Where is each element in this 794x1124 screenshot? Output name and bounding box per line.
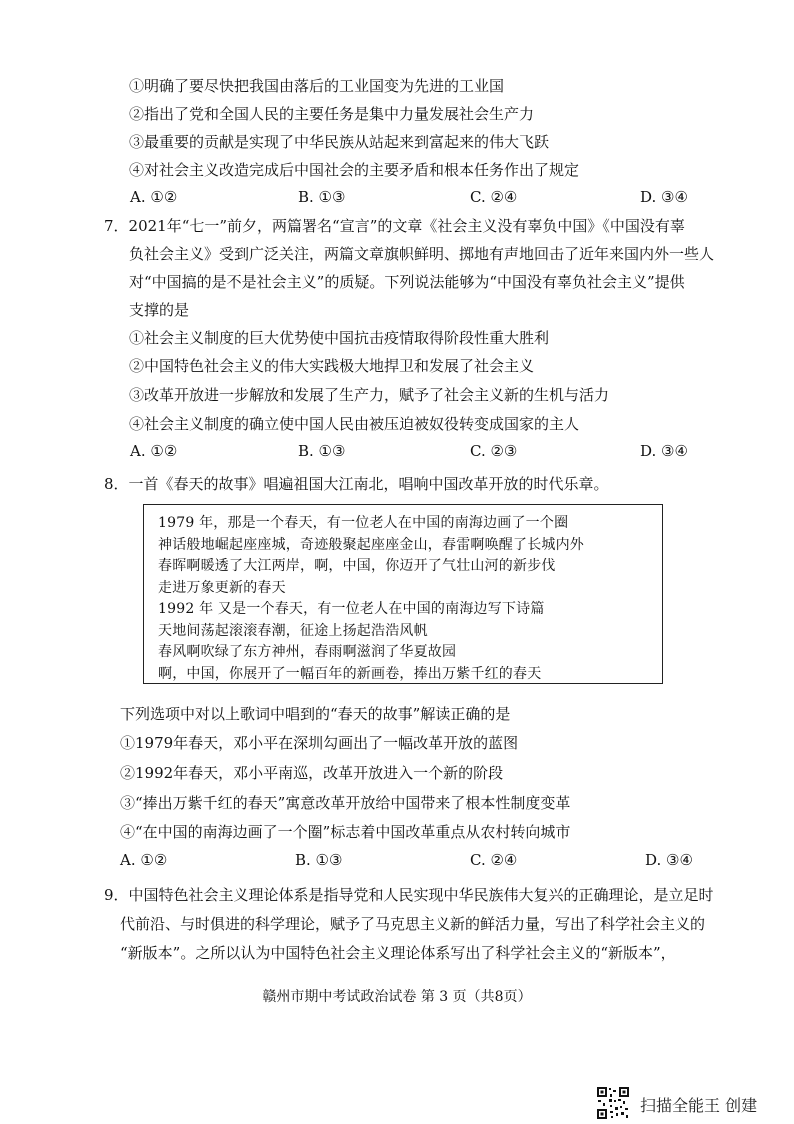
q7-options	[130, 442, 720, 464]
lyric-line-1: 1979 年，那是一个春天，有一位老人在中国的南海边画了一个圈	[158, 515, 569, 531]
q8-option-a[interactable]: A. ①②	[120, 851, 168, 869]
q6-options	[130, 188, 720, 210]
q8-options	[120, 851, 710, 873]
q9-stem-line-2: 代前沿、与时俱进的科学理论，赋予了马克思主义新的鲜活力量，写出了科学社会主义的	[120, 915, 706, 933]
q7-statement-2: ②中国特色社会主义的伟大实践极大地捍卫和发展了社会主义	[129, 357, 535, 375]
q8-stem: 8．一首《春天的故事》唱遍祖国大江南北，唱响中国改革开放的时代乐章。	[104, 475, 609, 493]
qr-code-icon	[596, 1086, 630, 1120]
q6-option-c[interactable]: C. ②④	[470, 188, 518, 206]
lyric-line-4: 走进万象更新的春天	[158, 579, 286, 596]
q6-statement-2: ②指出了党和全国人民的主要任务是集中力量发展社会生产力	[129, 105, 535, 123]
q9-stem-line-3: “新版本”。之所以认为中国特色社会主义理论体系写出了科学社会主义的“新版本”，	[120, 944, 676, 962]
q7-option-b[interactable]: B. ①③	[298, 442, 346, 460]
lyrics-box	[143, 504, 663, 684]
q7-stem-line-4: 支撑的是	[129, 301, 190, 319]
q6-statement-4: ④对社会主义改造完成后中国社会的主要矛盾和根本任务作出了规定	[129, 161, 580, 179]
q6-option-b[interactable]: B. ①③	[298, 188, 346, 206]
lyric-line-2: 神话般地崛起座座城，奇迹般聚起座座金山，春雷啊唤醒了长城内外	[158, 536, 584, 553]
lyric-line-7: 春风啊吹绿了东方神州，春雨啊滋润了华夏故园	[158, 644, 457, 660]
lyric-line-3: 春晖啊暖透了大江两岸，啊，中国，你迈开了气壮山河的新步伐	[158, 558, 556, 574]
lyric-line-5: 1992 年 又是一个春天，有一位老人在中国的南海边写下诗篇	[158, 601, 545, 617]
q7-statement-4: ④社会主义制度的确立使中国人民由被压迫被奴役转变成国家的主人	[129, 415, 580, 433]
q8-option-d[interactable]: D. ③④	[645, 851, 693, 869]
q7-option-d[interactable]: D. ③④	[640, 442, 688, 460]
q7-stem-line-3: 对“中国搞的是不是社会主义”的质疑。下列说法能够为“中国没有辜负社会主义”提供	[129, 273, 685, 291]
q8-option-b[interactable]: B. ①③	[295, 851, 343, 869]
q6-statement-1: ①明确了要尽快把我国由落后的工业国变为先进的工业国	[129, 77, 505, 95]
q8-option-c[interactable]: C. ②④	[470, 851, 518, 869]
q7-stem-line-2: 负社会主义》受到广泛关注，两篇文章旗帜鲜明、掷地有声地回击了近年来国内外一些人	[129, 245, 715, 263]
q6-option-d[interactable]: D. ③④	[640, 188, 688, 206]
q8-statement-4: ④“在中国的南海边画了一个圈”标志着中国改革重点从农村转向城市	[120, 823, 571, 841]
q6-option-a[interactable]: A. ①②	[130, 188, 178, 206]
page-footer: 赣州市期中考试政治试卷 第 3 页（共8页）	[262, 989, 532, 1005]
q8-statement-1: ①1979年春天，邓小平在深圳勾画出了一幅改革开放的蓝图	[120, 734, 519, 752]
q7-statement-3: ③改革开放进一步解放和发展了生产力，赋予了社会主义新的生机与活力	[129, 386, 610, 404]
q7-stem-line-1: 7．2021年“七一”前夕，两篇署名“宣言”的文章《社会主义没有辜负中国》《中国没有辜	[104, 217, 685, 235]
scanner-app-label: 扫描全能王 创建	[640, 1096, 758, 1115]
lyric-line-8: 啊，中国，你展开了一幅百年的新画卷，捧出万紫千红的春天	[158, 665, 542, 682]
q8-statement-2: ②1992年春天，邓小平南巡，改革开放进入一个新的阶段	[120, 764, 504, 782]
q9-stem-line-1: 9．中国特色社会主义理论体系是指导党和人民实现中华民族伟大复兴的正确理论，是立足时	[104, 886, 714, 904]
lyric-line-6: 天地间荡起滚滚春潮，征途上扬起浩浩风帆	[158, 622, 428, 639]
q8-statement-3: ③“捧出万紫千红的春天”寓意改革开放给中国带来了根本性制度变革	[120, 794, 571, 812]
q8-prompt: 下列选项中对以上歌词中唱到的“春天的故事”解读正确的是	[120, 705, 511, 723]
q6-statement-3: ③最重要的贡献是实现了中华民族从站起来到富起来的伟大飞跃	[129, 133, 550, 151]
q7-option-a[interactable]: A. ①②	[130, 442, 178, 460]
q7-statement-1: ①社会主义制度的巨大优势使中国抗击疫情取得阶段性重大胜利	[129, 329, 550, 347]
q7-option-c[interactable]: C. ②③	[470, 442, 518, 460]
